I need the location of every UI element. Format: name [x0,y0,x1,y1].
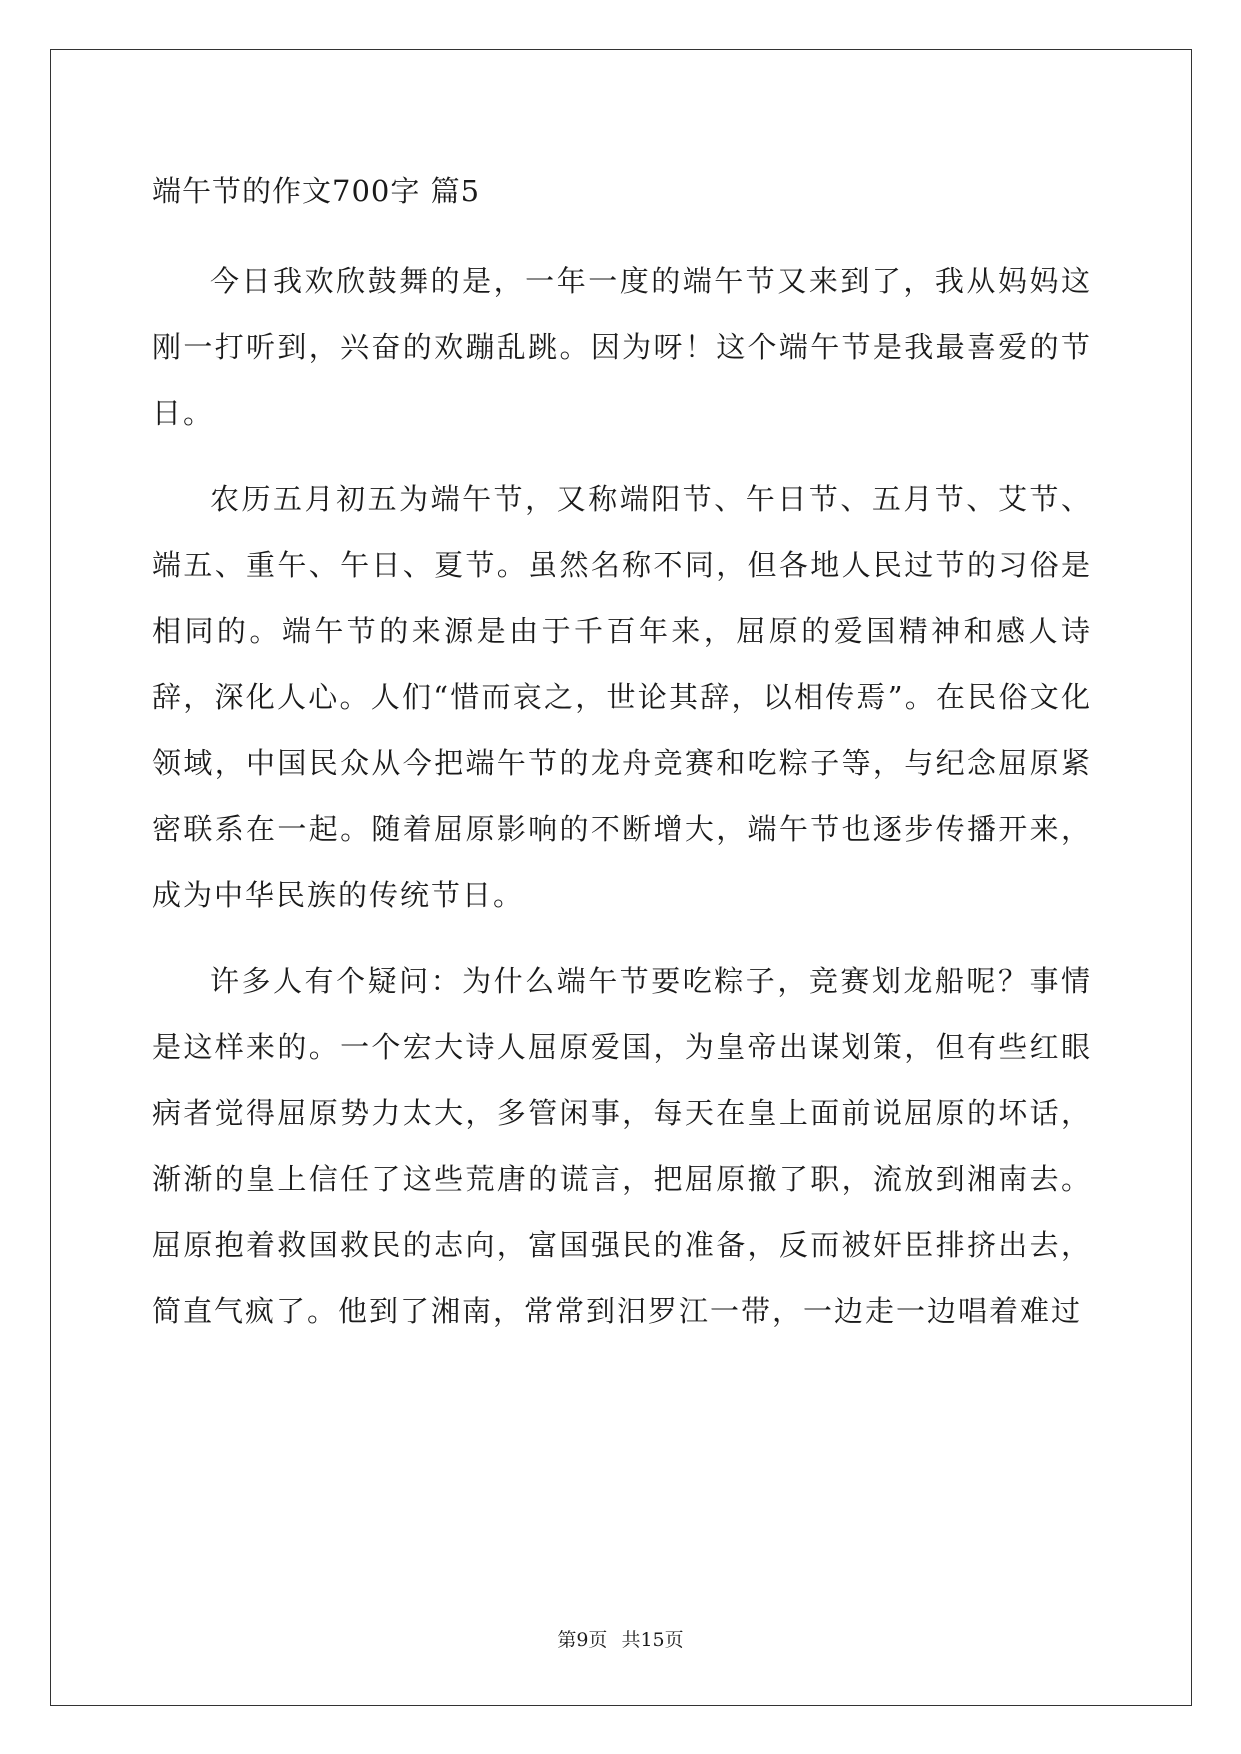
page-number: 第9页 [557,1629,608,1651]
document-body [152,170,1092,1364]
page-footer [0,1628,1241,1652]
document-title: 端午节的作文700字 篇5 [152,174,481,208]
paragraph: 今日我欢欣鼓舞的是，一年一度的端午节又来到了，我从妈妈这刚一打听到，兴奋的欢蹦乱跳。因为呀！这个端午节是我最喜爱的节日。 [152,264,1092,430]
paragraph: 农历五月初五为端午节，又称端阳节、午日节、五月节、艾节、端五、重午、午日、夏节。虽然名称不同，但各地人民过节的习俗是相同的。端午节的来源是由于千百年来，屈原的爱国精神和感人诗辞，深化人心。人们“惜而哀之，世论其辞，以相传焉”。在民俗文化领域，中国民众从今把端午节的龙舟竞赛和吃粽子等，与纪念屈原紧密联系在一起。随着屈原影响的不断增大，端午节也逐步传播开来，成为中华民族的传统节日。 [152,482,1092,912]
page-total: 共15页 [621,1629,684,1651]
paragraph: 许多人有个疑问：为什么端午节要吃粽子，竞赛划龙船呢？事情是这样来的。一个宏大诗人屈原爱国，为皇帝出谋划策，但有些红眼病者觉得屈原势力太大，多管闲事，每天在皇上面前说屈原的坏话，渐渐的皇上信任了这些荒唐的谎言，把屈原撤了职，流放到湘南去。屈原抱着救国救民的志向，富国强民的准备，反而被奸臣排挤出去，简直气疯了。他到了湘南，常常到汨罗江一带，一边走一边唱着难过 [152,964,1092,1328]
